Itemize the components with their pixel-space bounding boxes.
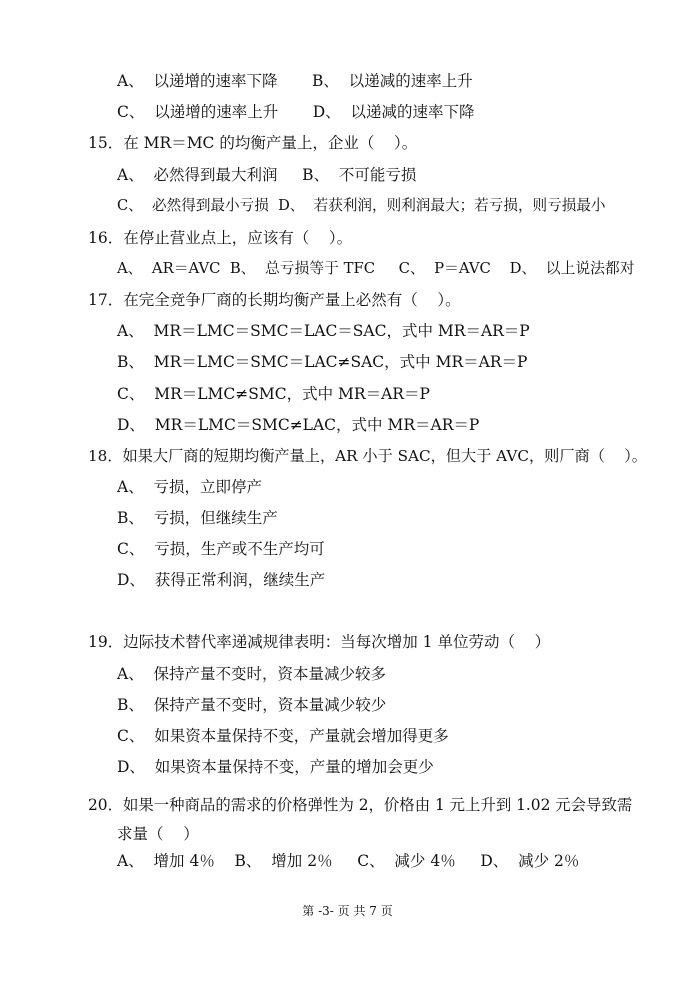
q19-option-b: B、 保持产量不变时，资本量减少较少 bbox=[117, 696, 387, 714]
q19-option-a: A、 保持产量不变时，资本量减少较多 bbox=[117, 665, 387, 683]
q18-option-a: A、 亏损，立即停产 bbox=[117, 478, 263, 496]
page-number-footer: 第 -3- 页 共 7 页 bbox=[302, 904, 393, 918]
q16-options: A、 AR＝AVC B、 总亏损等于 TFC C、 P＝AVC D、 以上说法都对 bbox=[117, 260, 635, 277]
q20-question-continued: 求量（ ） bbox=[117, 825, 199, 843]
q17-option-a: A、 MR＝LMC＝SMC＝LAC＝SAC，式中 MR＝AR＝P bbox=[117, 322, 530, 340]
q19-question: 19．边际技术替代率递减规律表明：当每次增加 1 单位劳动（ ） bbox=[88, 633, 551, 651]
q20-options: A、 增加 4％ B、 增加 2％ C、 减少 4％ D、 减少 2％ bbox=[117, 852, 580, 870]
q17-option-c: C、 MR＝LMC≠SMC，式中 MR＝AR＝P bbox=[117, 385, 430, 403]
q17-option-b: B、 MR＝LMC＝SMC＝LAC≠SAC，式中 MR＝AR＝P bbox=[117, 353, 528, 371]
q15-options-cd: C、 必然得到最小亏损 D、 若获利润，则利润最大；若亏损，则亏损最小 bbox=[117, 197, 606, 214]
q19-option-c: C、 如果资本量保持不变，产量就会增加得更多 bbox=[117, 727, 449, 745]
q15-options-ab: A、 必然得到最大利润 B、 不可能亏损 bbox=[117, 166, 417, 184]
q14-options-cd: C、 以递增的速率上升 D、 以递减的速率下降 bbox=[117, 103, 475, 121]
q17-option-d: D、 MR＝LMC＝SMC≠LAC，式中 MR＝AR＝P bbox=[117, 416, 480, 434]
q17-question: 17．在完全竞争厂商的长期均衡产量上必然有（ ）。 bbox=[88, 291, 461, 309]
q14-options-ab: A、 以递增的速率下降 B、 以递减的速率上升 bbox=[117, 72, 473, 90]
q16-question: 16．在停止营业点上，应该有（ ）。 bbox=[88, 229, 353, 247]
q15-question: 15．在 MR＝MC 的均衡产量上，企业（ ）。 bbox=[88, 134, 418, 152]
q18-option-b: B、 亏损，但继续生产 bbox=[117, 509, 278, 527]
q19-option-d: D、 如果资本量保持不变，产量的增加会更少 bbox=[117, 758, 434, 776]
q18-option-c: C、 亏损，生产或不生产均可 bbox=[117, 540, 325, 558]
q20-question: 20．如果一种商品的需求的价格弹性为 2，价格由 1 元上升到 1.02 元会导致需 bbox=[88, 796, 633, 814]
q18-question: 18．如果大厂商的短期均衡产量上，AR 小于 SAC，但大于 AVC，则厂商（ ）。 bbox=[88, 447, 647, 465]
q18-option-d: D、 获得正常利润，继续生产 bbox=[117, 571, 326, 589]
